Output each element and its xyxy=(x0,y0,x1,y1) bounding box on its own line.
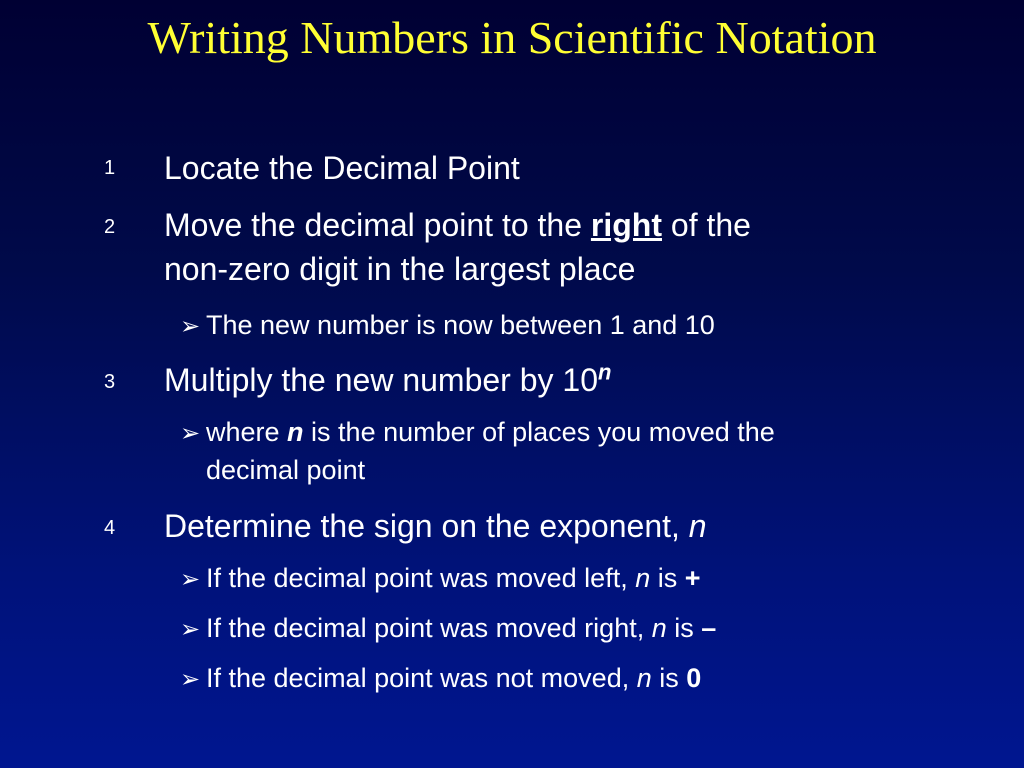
subpoint-text: is the number of places you moved the xyxy=(303,417,775,447)
step-text-part: Determine the sign on the exponent, xyxy=(164,508,689,544)
subpoint xyxy=(180,307,960,345)
subpoint xyxy=(180,610,960,648)
step-number: 2 xyxy=(104,216,116,238)
step-text xyxy=(164,358,964,402)
subpoint-text: The new number is now between 1 and 10 xyxy=(206,310,715,340)
exponent-n: n xyxy=(598,359,612,385)
subpoint-text: where xyxy=(206,417,288,447)
sign-value: 0 xyxy=(686,663,702,693)
sign-value: + xyxy=(684,563,701,593)
subpoint-text: is xyxy=(666,613,702,643)
variable-n: n xyxy=(635,563,651,593)
subpoint-text: If the decimal point was moved left, xyxy=(206,563,636,593)
arrow-bullet-icon: ➢ xyxy=(180,666,201,693)
variable-n: n xyxy=(651,613,667,643)
arrow-bullet-icon: ➢ xyxy=(180,313,201,340)
step-text: Locate the Decimal Point xyxy=(164,150,520,186)
arrow-bullet-icon: ➢ xyxy=(180,566,201,593)
step-text xyxy=(164,504,964,548)
variable-n: n xyxy=(636,663,652,693)
step-text xyxy=(164,203,964,291)
step-text-part: of the xyxy=(662,207,751,243)
subpoint-text: If the decimal point was moved right, xyxy=(206,613,652,643)
step-number: 3 xyxy=(104,371,116,393)
step-text-part: non-zero digit in the largest place xyxy=(164,251,636,287)
arrow-bullet-icon: ➢ xyxy=(180,420,201,447)
slide-title: Writing Numbers in Scientific Notation xyxy=(147,12,877,63)
step-text-part: Multiply the new number by 10 xyxy=(164,362,598,398)
subpoint xyxy=(180,660,960,698)
subpoint-text: decimal point xyxy=(206,455,366,485)
emphasis-right: right xyxy=(590,207,662,243)
variable-n: n xyxy=(688,508,707,544)
step-number: 4 xyxy=(104,517,116,539)
arrow-bullet-icon: ➢ xyxy=(180,616,201,643)
sign-value: – xyxy=(701,613,717,643)
subpoint-text: is xyxy=(651,663,687,693)
subpoint xyxy=(180,414,960,488)
subpoint-text: If the decimal point was not moved, xyxy=(206,663,637,693)
subpoint-text: is xyxy=(650,563,685,593)
variable-n: n xyxy=(287,417,304,447)
step-number: 1 xyxy=(104,157,116,179)
subpoint xyxy=(180,560,960,598)
step-text-part: Move the decimal point to the xyxy=(164,207,591,243)
